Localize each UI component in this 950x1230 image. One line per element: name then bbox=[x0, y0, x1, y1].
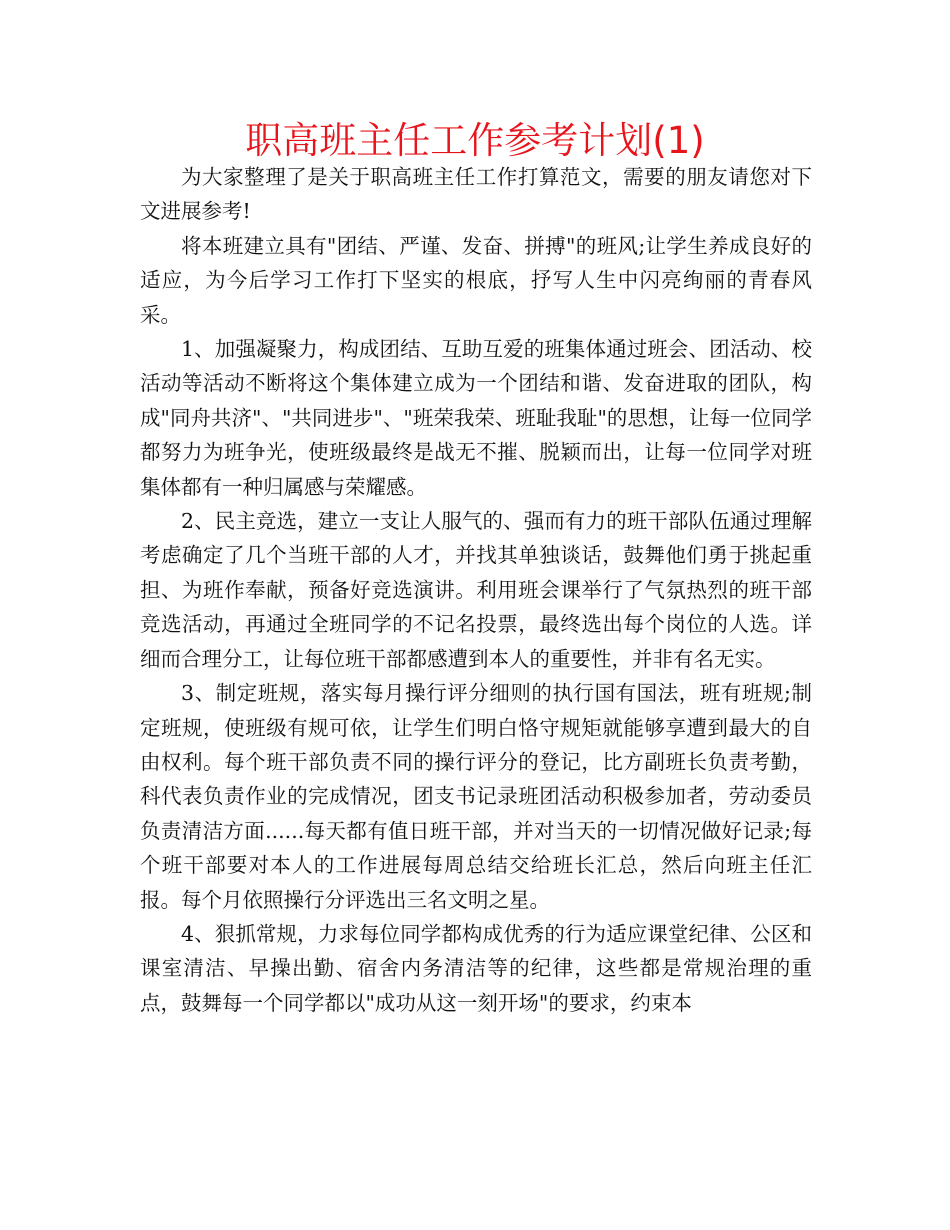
paragraph-class-spirit: 将本班建立具有"团结、严谨、发奋、拼搏"的班风;让学生养成良好的适应，为今后学习工作打下坚实的根底，抒写人生中闪亮绚丽的青春风采。 bbox=[140, 233, 812, 327]
paragraph-cohesion: 1、加强凝聚力，构成团结、互助互爱的班集体通过班会、团活动、校活动等活动不断将这个集体建立成为一个团结和谐、发奋进取的团队，构成"同舟共济"、"共同进步"、"班荣我荣、班耻我耻"的思想，让每一位同学都努力为班争光，使班级最终是战无不摧、脱颖而出，让每一位同学对班集体都有一种归属感与荣耀感。 bbox=[140, 337, 812, 499]
paragraph-intro: 为大家整理了是关于职高班主任工作打算范文，需要的朋友请您对下文进展参考! bbox=[140, 165, 812, 224]
paragraph-routine: 4、狠抓常规，力求每位同学都构成优秀的行为适应课堂纪律、公区和课室清洁、早操出勤、宿舍内务清洁等的纪律，这些都是常规治理的重点，鼓舞每一个同学都以"成功从这一刻开场"的要求，约束本 bbox=[140, 921, 812, 1015]
document-body bbox=[140, 160, 812, 1020]
paragraph-election: 2、民主竞选，建立一支让人服气的、强而有力的班干部队伍通过理解考虑确定了几个当班干部的人才，并找其单独谈话，鼓舞他们勇于挑起重担、为班作奉献，预备好竞选演讲。利用班会课举行了气氛热烈的班干部竞选活动，再通过全班同学的不记名投票，最终选出每个岗位的人选。详细而合理分工，让每位班干部都感遭到本人的重要性，并非有名无实。 bbox=[140, 509, 812, 671]
paragraph-class-rules: 3、制定班规，落实每月操行评分细则的执行国有国法，班有班规;制定班规，使班级有规可依，让学生们明白恪守规矩就能够享遭到最大的自由权利。每个班干部负责不同的操行评分的登记，比方副班长负责考勤，科代表负责作业的完成情况，团支书记录班团活动积极参加者，劳动委员负责清洁方面......每天都有值日班干部，并对当天的一切情况做好记录;每个班干部要对本人的工作进展每周总结交给班长汇总，然后向班主任汇报。每个月依照操行分评选出三名文明之星。 bbox=[140, 681, 812, 912]
document-title: 职高班主任工作参考计划(1) bbox=[245, 119, 705, 162]
